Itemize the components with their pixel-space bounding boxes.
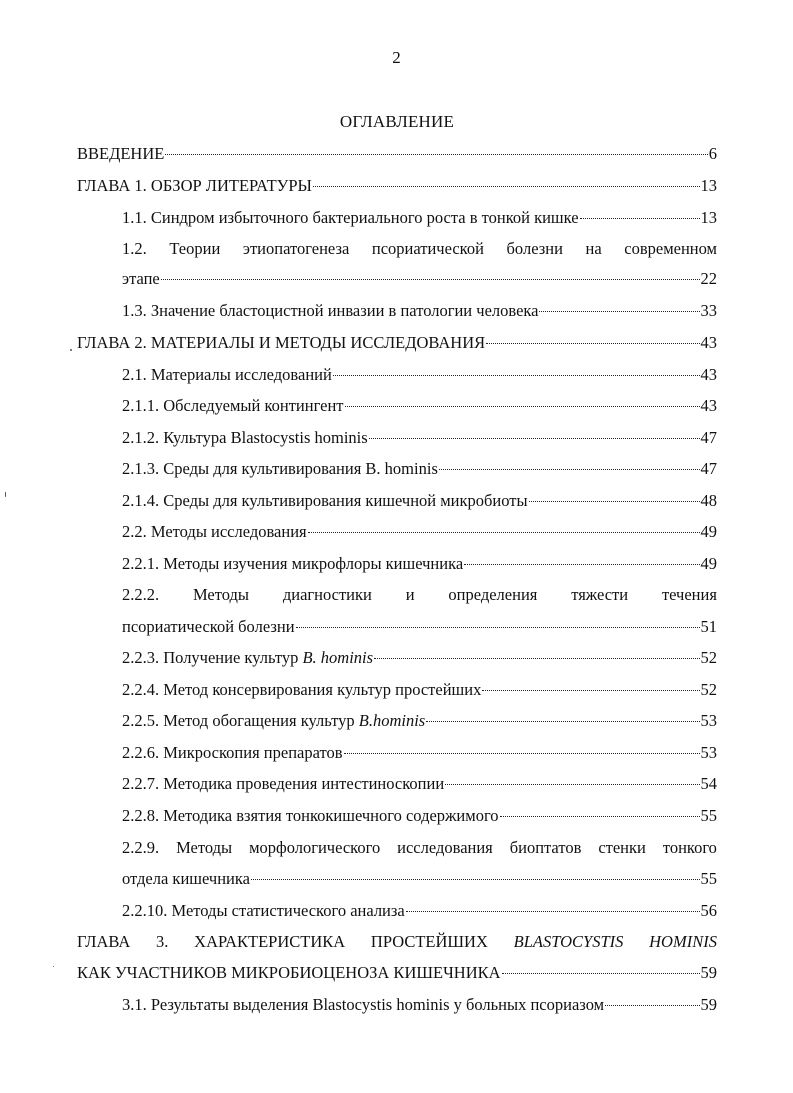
toc-entry-label: 2.2.1. Методы изучения микрофлоры кишечника — [122, 554, 464, 573]
toc-word: тяжести — [571, 585, 629, 604]
toc-entry-label: 2.1.2. Культура Blastocystis hominis — [122, 428, 368, 447]
dot-leader — [500, 815, 700, 817]
toc-entry-page: 53 — [700, 743, 717, 762]
toc-entry-page: 49 — [700, 522, 717, 541]
toc-word: на — [585, 239, 602, 258]
toc-word: ГЛАВА — [77, 932, 131, 951]
toc-entry-page: 49 — [700, 554, 717, 573]
toc-entry-page: 47 — [700, 428, 717, 447]
toc-entry-2-2-10[interactable] — [122, 900, 717, 922]
toc-entry-label: 2.1.1. Обследуемый контингент — [122, 396, 344, 415]
toc-entry-2-2-2-line1[interactable] — [122, 584, 717, 606]
toc-entry-2-2-9-line1[interactable] — [122, 837, 717, 859]
toc-entry-label: отдела кишечника — [122, 869, 250, 888]
toc-entry-prefix: 2.2.3. Получение культур — [122, 648, 303, 667]
dot-leader — [296, 626, 700, 628]
toc-entry-page: 59 — [700, 963, 717, 982]
toc-entry-3-1[interactable] — [122, 994, 717, 1016]
toc-entry-label: ВВЕДЕНИЕ — [77, 144, 165, 163]
toc-entry-ch1[interactable] — [77, 175, 717, 197]
toc-entry-page: 48 — [700, 491, 717, 510]
toc-word: псориатической — [371, 239, 484, 258]
toc-word: современном — [624, 239, 717, 258]
toc-entry-prefix: 2.2.5. Метод обогащения культур — [122, 711, 359, 730]
toc-entry-label: 2.2.6. Микроскопия препаратов — [122, 743, 343, 762]
toc-entry-intro[interactable] — [77, 143, 717, 165]
toc-entry-page: 55 — [700, 806, 717, 825]
toc-entry-page: 59 — [700, 995, 717, 1014]
toc-entry-2-2-5[interactable] — [122, 710, 717, 732]
toc-entry-1-3[interactable] — [122, 300, 717, 322]
toc-entry-page: 43 — [700, 333, 717, 352]
toc-word: 3. — [156, 932, 169, 951]
dot-leader — [482, 689, 699, 691]
toc-entry-ch2[interactable] — [77, 332, 717, 354]
toc-entry-2-1-4[interactable] — [122, 490, 717, 512]
toc-entry-page: 43 — [700, 396, 717, 415]
toc-entry-label — [122, 647, 373, 669]
toc-entry-page: 22 — [700, 269, 717, 288]
toc-word: определения — [448, 585, 538, 604]
toc-word: биоптатов — [509, 838, 582, 857]
dot-leader — [313, 185, 700, 187]
scan-speck — [5, 492, 6, 497]
toc-entry-2-2-6[interactable] — [122, 742, 717, 764]
dot-leader — [439, 468, 700, 470]
toc-entry-page: 52 — [700, 680, 717, 699]
toc-entry-label — [122, 710, 425, 732]
toc-entry-2-2-4[interactable] — [122, 679, 717, 701]
toc-entry-label: 2.2.7. Методика проведения интестиноскопии — [122, 774, 445, 793]
dot-leader — [333, 374, 700, 376]
toc-entry-label: 2.2. Методы исследования — [122, 522, 307, 541]
page-number: 2 — [392, 48, 401, 67]
dot-leader — [502, 972, 700, 974]
dot-leader — [464, 563, 699, 565]
toc-word: BLASTOCYSTIS — [513, 932, 624, 951]
toc-word: 2.2.9. — [122, 838, 160, 857]
toc-entry-ch3-line1[interactable] — [77, 931, 717, 953]
toc-word: 2.2.2. — [122, 585, 160, 604]
toc-entry-2-1-1[interactable] — [122, 395, 717, 417]
toc-entry-page: 55 — [700, 869, 717, 888]
dot-leader — [308, 531, 700, 533]
toc-entry-label: ГЛАВА 2. МАТЕРИАЛЫ И МЕТОДЫ ИССЛЕДОВАНИЯ — [77, 333, 486, 352]
toc-entry-page: 54 — [700, 774, 717, 793]
toc-word: Методы — [176, 838, 233, 857]
toc-entry-label: 1.1. Синдром избыточного бактериального роста в тонкой кишке — [122, 208, 579, 227]
dot-leader — [161, 278, 700, 280]
dot-leader — [369, 437, 700, 439]
dot-leader — [486, 342, 699, 344]
toc-word: исследования — [397, 838, 493, 857]
toc-entry-2-2-1[interactable] — [122, 553, 717, 575]
dot-leader — [345, 405, 700, 407]
toc-entry-1-1[interactable] — [122, 207, 717, 229]
toc-entry-label: этапе — [122, 269, 160, 288]
toc-entry-label: 1.3. Значение бластоцистной инвазии в патологии человека — [122, 301, 539, 320]
toc-entry-2-2-7[interactable] — [122, 773, 717, 795]
toc-entry-label: ГЛАВА 1. ОБЗОР ЛИТЕРАТУРЫ — [77, 176, 312, 195]
toc-entry-page: 6 — [708, 144, 717, 163]
toc-entry-1-2-line1[interactable] — [122, 238, 717, 260]
toc-entry-italic: B. hominis — [302, 648, 374, 667]
toc-entry-page: 52 — [700, 648, 717, 667]
dot-leader — [251, 878, 700, 880]
toc-entry-page: 53 — [700, 711, 717, 730]
dot-leader — [580, 217, 700, 219]
toc-entry-2-1-2[interactable] — [122, 427, 717, 449]
dot-leader — [539, 310, 699, 312]
toc-entry-label: 2.2.10. Методы статистического анализа — [122, 901, 405, 920]
toc-entry-2-2-8[interactable] — [122, 805, 717, 827]
toc-word: ХАРАКТЕРИСТИКА — [194, 932, 346, 951]
toc-entry-2-2-2-line2[interactable] — [122, 616, 717, 638]
toc-word: HOMINIS — [649, 932, 717, 951]
toc-word: диагностики — [282, 585, 372, 604]
toc-entry-2-2-3[interactable] — [122, 647, 717, 669]
toc-word: и — [405, 585, 415, 604]
toc-entry-page: 13 — [700, 208, 717, 227]
dot-leader — [529, 500, 700, 502]
toc-entry-2-2[interactable] — [122, 521, 717, 543]
toc-entry-label: КАК УЧАСТНИКОВ МИКРОБИОЦЕНОЗА КИШЕЧНИКА — [77, 963, 501, 982]
toc-word: Теории — [169, 239, 221, 258]
toc-entry-italic: B.hominis — [358, 711, 426, 730]
toc-word: Методы — [192, 585, 249, 604]
toc-entry-1-2-line2[interactable] — [122, 268, 717, 290]
toc-entry-label: 2.2.8. Методика взятия тонкокишечного содержимого — [122, 806, 499, 825]
scan-speck — [53, 966, 54, 967]
scan-speck — [70, 349, 72, 351]
toc-entry-label: 2.1.3. Среды для культивирования B. hominis — [122, 459, 438, 478]
toc-word: этиопатогенеза — [242, 239, 350, 258]
toc-entry-page: 51 — [700, 617, 717, 636]
toc-word: стенки — [598, 838, 646, 857]
toc-entry-ch3-line2[interactable] — [77, 962, 717, 984]
toc-entry-2-1-3[interactable] — [122, 458, 717, 480]
toc-entry-page: 47 — [700, 459, 717, 478]
dot-leader — [165, 153, 707, 155]
toc-word: болезни — [506, 239, 563, 258]
toc-entry-page: 43 — [700, 365, 717, 384]
dot-leader — [426, 720, 699, 722]
dot-leader — [344, 752, 700, 754]
dot-leader — [605, 1004, 699, 1006]
toc-word: 1.2. — [122, 239, 147, 258]
toc-entry-label: 3.1. Результаты выделения Blastocystis hominis у больных псориазом — [122, 995, 605, 1014]
dot-leader — [374, 657, 699, 659]
toc-entry-page: 56 — [700, 901, 717, 920]
toc-word: ПРОСТЕЙШИХ — [370, 932, 488, 951]
toc-entry-2-1[interactable] — [122, 364, 717, 386]
toc-word: течения — [661, 585, 717, 604]
toc-entry-page: 13 — [700, 176, 717, 195]
toc-word: морфологического — [249, 838, 381, 857]
dot-leader — [445, 783, 699, 785]
toc-word: тонкого — [662, 838, 717, 857]
toc-entry-label: 2.1. Материалы исследований — [122, 365, 332, 384]
toc-entry-page: 33 — [700, 301, 717, 320]
page-title: ОГЛАВЛЕНИЕ — [339, 112, 455, 131]
toc-entry-label: 2.1.4. Среды для культивирования кишечной микробиоты — [122, 491, 528, 510]
dot-leader — [406, 910, 700, 912]
toc-entry-label: 2.2.4. Метод консервирования культур простейших — [122, 680, 482, 699]
toc-entry-label: псориатической болезни — [122, 617, 295, 636]
toc-entry-2-2-9-line2[interactable] — [122, 868, 717, 890]
